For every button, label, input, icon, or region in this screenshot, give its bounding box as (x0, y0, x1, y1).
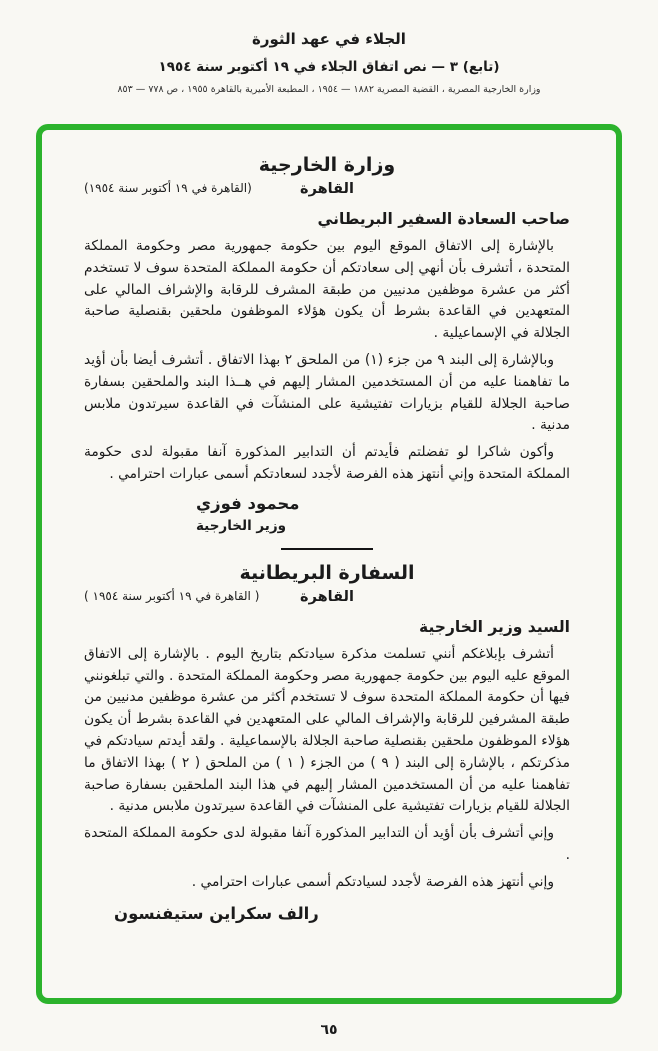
letter2-head (84, 562, 570, 605)
signature-title: وزير الخارجية (196, 517, 287, 534)
letter1-paragraph: وأكون شاكرا لو تفضلتم فأيدتم أن التدابير المذكورة آنفا مقبولة لدى حكومة المملكة المتحدة وإني أنتهز هذه الفرصة لأجدد لسعادتكم أسمى عبارات احترامي . (84, 444, 570, 482)
document-title: الجلاء في عهد الثورة (252, 30, 406, 48)
letter2-paragraph: وإني أنتهز هذه الفرصة لأجدد لسيادتكم أسمى عبارات احترامي . (191, 873, 554, 890)
section-divider (281, 548, 373, 550)
letter1-date: (القاهرة في ١٩ أكتوبر سنة ١٩٥٤) (84, 181, 252, 195)
letter2-paragraph: وإني أتشرف بأن أؤيد أن التدابير المذكورة آنفا مقبولة لدى حكومة المملكة المتحدة . (84, 825, 570, 863)
letter2-signature: رالف سكراين ستيفنسون (114, 903, 319, 923)
letter2-date: ( القاهرة في ١٩ أكتوبر سنة ١٩٥٤ ) (84, 588, 260, 603)
letter1-place: القاهرة (300, 181, 354, 197)
source-citation: وزارة الخارجية المصرية ، القضية المصرية ١٨٨٢ — ١٩٥٤ ، المطبعة الأميرية بالقاهرة ١٩٥٥ ، ص ٧٧٨ — ٨٥٣ (117, 84, 541, 95)
letter1-paragraph: وبالإشارة إلى البند ٩ من جزء (١) من الملحق ٢ بهذا الاتفاق . أتشرف أيضا بأن أؤيد ما تفاهمنا عليه من أن المستخدمين المشار إليهم في هــذا البند والملحقين بسفارة صاحبة الجلالة للقيام بزيارات تفتيشية على المنشآت في القاعدة سيرتدون ملابس مدنية . (84, 351, 570, 434)
letter-foreign-ministry (84, 154, 570, 534)
page-number: ٦٥ (320, 1022, 338, 1038)
letter-british-embassy (84, 562, 570, 923)
letter2-paragraph: أتشرف بإبلاغكم أنني تسلمت مذكرة سيادتكم بتاريخ اليوم . بالإشارة إلى الاتفاق الموقع عليه اليوم بين حكومة جمهورية مصر وحكومة المملكة المتحدة . والتي تبلغونني فيها أن حكومة المملكة المتحدة سوف لا تستخدم أكثر من عشرة موظفين مدنيين من طبقة المشرفين للرقابة والإشراف المالي على المتعهدين في القاعدة بشرط أن يكون هؤلاء الموظفون ملحقين بقنصلية صاحبة الجلالة بالإسماعيلية . ولقد أيدتم سيادتكم في مذكرتكم ، بالإشارة إلى البند ( ٩ ) من الجزء ( ١ ) من الملحق ( ٢ ) بهذا الاتفاق ما تفاهمنا عليه من أن المستخدمين المشار إليهم في هذا البند الملحقين بسفارة صاحبة الجلالة للقيام بزيارات تفتيشية على المنشآت في القاعدة سيرتدون ملابس مدنية . (84, 645, 570, 815)
letter1-salutation: صاحب السعادة السفير البريطاني (317, 210, 570, 228)
letter1-signature (84, 494, 570, 534)
letter1-heading: وزارة الخارجية (258, 154, 396, 176)
document-subtitle: (تابع) ٣ — نص اتفاق الجلاء في ١٩ أكتوبر سنة ١٩٥٤ (158, 59, 500, 75)
letter2-place: القاهرة (300, 588, 354, 605)
document-frame (36, 124, 622, 1004)
letter2-salutation: السيد وزير الخارجية (419, 617, 570, 636)
page-header (0, 0, 658, 95)
letter1-head (84, 154, 570, 197)
letter1-paragraph: بالإشارة إلى الاتفاق الموقع اليوم بين حكومة جمهورية مصر وحكومة المملكة المتحدة ، أتشرف بأن أنهي إلى سعادتكم أن حكومة المملكة المتحدة سوف لا تستخدم أكثر من عشرة موظفين مدنيين من طبقة المشرف للرقابة والإشراف المالي على المتعهدين في القاعدة بشرط أن يكون هؤلاء الموظفون ملحقين بقنصلية صاحبة الجلالة في الإسماعيلية . (84, 238, 570, 342)
signature-name: محمود فوزي (196, 493, 300, 513)
letter2-heading: السفارة البريطانية (239, 561, 415, 584)
